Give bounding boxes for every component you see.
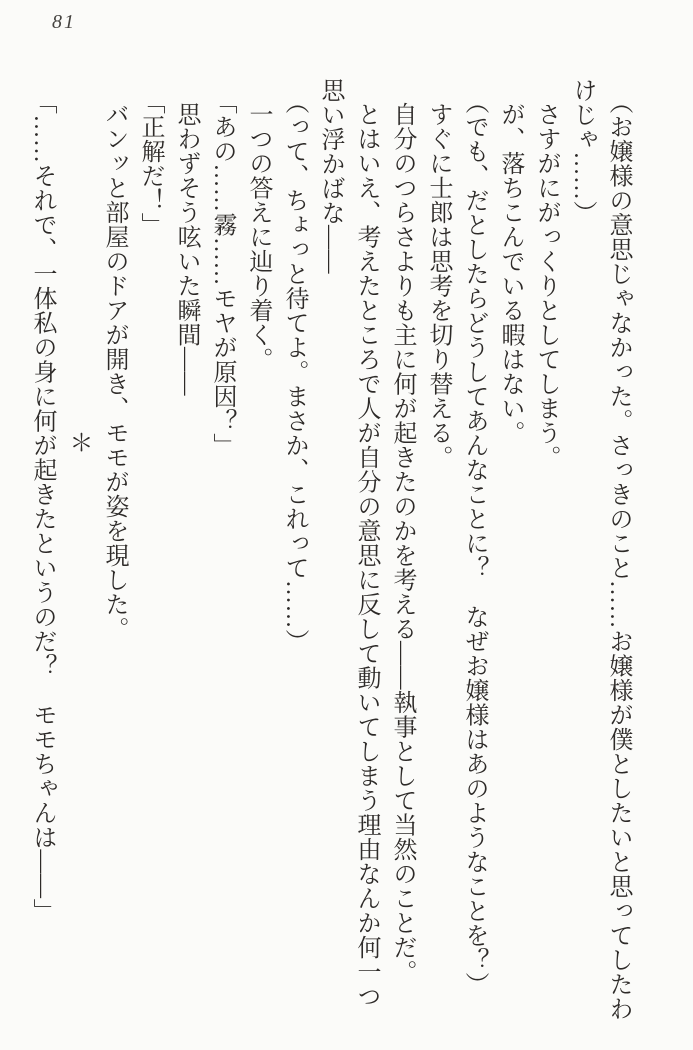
- text-line: （でも、だとしたらどうしてあんなことに？ なぜお嬢様はあのようなことを？）: [461, 90, 487, 997]
- text-line: 「……それで、一体私の身に何が起きたというのだ？ モモちゃんは——」: [29, 90, 55, 923]
- text-line: 自分のつらさよりも主に何が起きたのかを考える——執事として当然のことだ。: [389, 102, 415, 984]
- text-line: 「あの……霧……モヤが原因？」: [209, 90, 235, 458]
- text-line: 思い浮かばな——: [317, 78, 343, 274]
- text-line: ＊: [65, 430, 91, 455]
- text-line: 「正解だ！」: [137, 90, 163, 237]
- text-line: バンッと部屋のドアが開き、モモが姿を現した。: [101, 102, 127, 641]
- text-line: 一つの答えに辿り着く。: [245, 102, 271, 372]
- text-line: （お嬢様の意思じゃなかった。さっきのこと……お嬢様が僕としたいと思ってしたわ: [605, 90, 631, 1021]
- text-line: 思わずそう呟いた瞬間——: [173, 102, 199, 396]
- text-line: （って、ちょっと待てよ。まさか、これって……）: [281, 90, 307, 654]
- text-line: さすがにがっくりとしてしまう。: [533, 102, 559, 470]
- page-number: 81: [52, 11, 76, 33]
- text-line: けじゃ……）: [569, 78, 595, 225]
- text-line: とはいえ、考えたところで人が自分の意思に反して動いてしまう理由なんか何一つ: [353, 102, 379, 1009]
- text-line: が、落ちこんでいる暇はない。: [497, 102, 523, 445]
- text-line: すぐに士郎は思考を切り替える。: [425, 102, 451, 470]
- vertical-text-block: [24, 78, 636, 1021]
